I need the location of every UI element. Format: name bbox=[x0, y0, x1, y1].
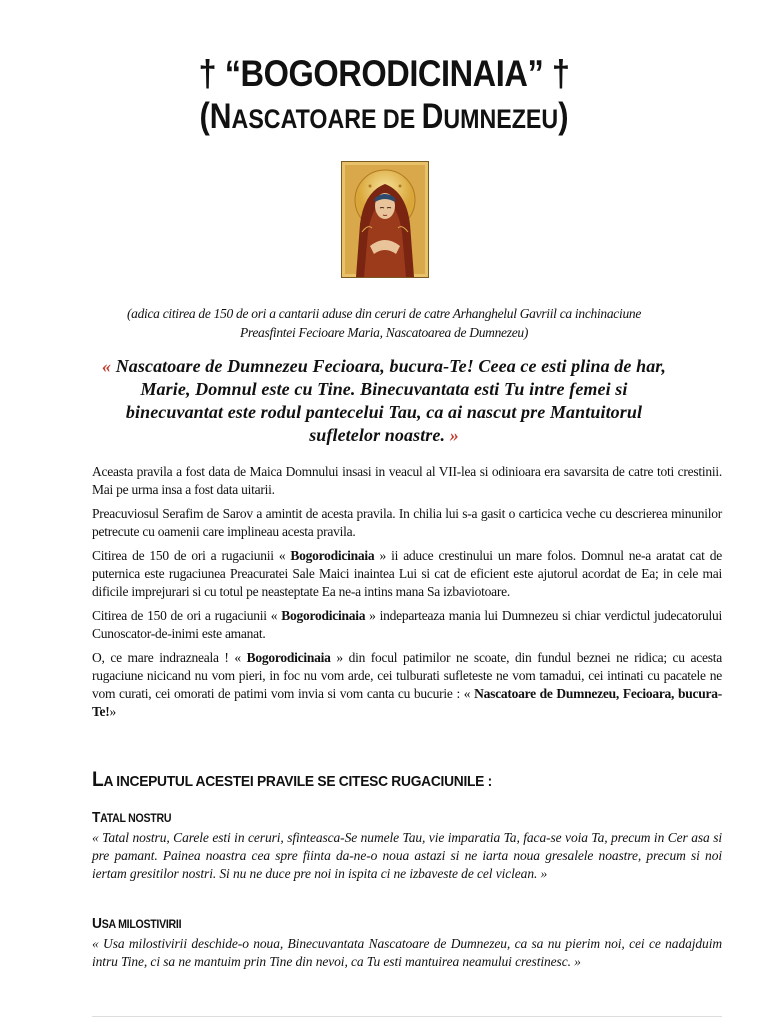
p4-bold: Bogorodicinaia bbox=[281, 608, 366, 623]
body-text bbox=[92, 463, 722, 727]
subtitle-rest-1: ASCATOARE DE bbox=[231, 104, 422, 134]
prayer-text-tatal-nostru: « Tatal nostru, Carele esti in ceruri, sfinteasca-Se numele Tau, vie imparatia Ta, faca-se voia Ta, precum in Cer asa si pre pamant. Painea noastra cea spre fiinta da-ne-o noua astazi si ne iarta noua gresalele noastre, precum si noi iertam gresitilor nostri. Si nu ne duce pre noi in ispita ci ne izbaveste de cel viclean. » bbox=[92, 830, 722, 881]
subtitle-rest-2: UMNEZEU bbox=[443, 104, 559, 134]
p5-part-e: » bbox=[109, 704, 117, 719]
p5-bold-end: Nascatoare de Dumnezeu, Fecioara, bucura-Te! bbox=[92, 686, 722, 719]
prayer-heading-usa-milostivirii bbox=[92, 914, 368, 935]
paragraph-3 bbox=[92, 547, 722, 601]
image-caption: (adica citirea de 150 de ori a cantarii aduse din ceruri de catre Arhanghelul Gavriil ca inchinaciune Preasfintei Fecioare Maria, Nascatoarea de Dumnezeu) bbox=[126, 306, 642, 340]
p4-part-c: » indeparteaza mania lui Dumnezeu si chiar verdictul judecatorului Cunoscator-de-inimi este amanat. bbox=[92, 608, 722, 641]
subtitle-cap-d: D bbox=[421, 97, 444, 136]
section-heading bbox=[92, 766, 681, 796]
p3-part-c: » ii aduce crestinului un mare folos. Domnul ne-a aratat cat de puternica este rugaciunea Preacuratei Sale Maici inaintea Lui si cat de eficient este ajutorul acordat de Ea; in cele mai dificile imprejurari si cu totul pe neasteptate Ea ne-a intins mana Sa izbaviotoare. bbox=[92, 548, 722, 599]
p5-bold: Bogorodicinaia bbox=[246, 650, 331, 665]
p5-part-a: O, ce mare indrazneala ! « bbox=[92, 650, 247, 665]
icon-theotokos bbox=[342, 162, 428, 277]
p4-part-a: Citirea de 150 de ori a rugaciunii « bbox=[92, 608, 282, 623]
p5-part-c: » din focul patimilor ne scoate, din fundul beznei ne ridica; cu acesta rugaciune nicicand nu vom pieri, in foc nu vom arde, cei tulburati sufleteste ne vom tamadui, cei intinati cu pacatele ne vom curati, cei omorati de patimi vom invia si vom canta cu bucurie : « bbox=[92, 650, 722, 701]
paragraph-5 bbox=[92, 649, 722, 721]
subtitle-open-paren: ( bbox=[199, 95, 210, 136]
prayer-close-quote: » bbox=[445, 425, 459, 445]
prayer-text-usa-milostivirii: « Usa milostivirii deschide-o noua, Binecuvantata Nascatoare de Dumnezeu, ca sa nu pierim noi, cei ce nadajduim intru Tine, ci sa ne mantuim prin Tine din nevoi, ca Tu esti mantuirea neamului crestinesc. » bbox=[92, 936, 722, 969]
paragraph-1: Aceasta pravila a fost data de Maica Domnului insasi in veacul al VII-lea si odinioara era savarsita de catre toti crestinii. Mai pe urma insa a fost data uitarii. bbox=[92, 464, 722, 497]
subtitle-close-paren: ) bbox=[558, 95, 569, 136]
prayer-heading-cap: T bbox=[92, 809, 101, 826]
page-bottom-divider bbox=[92, 1016, 722, 1017]
subtitle-cap-n: N bbox=[209, 97, 232, 136]
paragraph-4 bbox=[92, 607, 722, 643]
page-subtitle bbox=[54, 95, 714, 137]
prayer-heading-rest: SA MILOSTIVIRII bbox=[101, 919, 182, 931]
prayer-heading-cap: U bbox=[92, 915, 102, 932]
p3-bold: Bogorodicinaia bbox=[290, 548, 375, 563]
main-prayer bbox=[96, 355, 672, 447]
page-title: † “BOGORODICINAIA” † bbox=[198, 53, 570, 94]
prayer-text: Nascatoare de Dumnezeu Fecioara, bucura-Te! Ceea ce esti plina de har, Marie, Domnul este cu Tine. Binecuvantata esti Tu intre femei si binecuvantat este rodul pantecelui Tau, ca ai nascut pre Mantuitorul sufletelor noastre. bbox=[115, 356, 667, 445]
prayer-heading-tatal-nostru bbox=[92, 808, 368, 829]
prayer-open-quote: « bbox=[101, 356, 116, 376]
theotokos-icon-image bbox=[341, 161, 429, 278]
section-heading-rest: A INCEPUTUL ACESTEI PRAVILE SE CITESC RUGACIUNILE : bbox=[103, 773, 492, 790]
prayer-heading-rest: ATAL NOSTRU bbox=[100, 813, 172, 825]
section-heading-cap: L bbox=[92, 768, 104, 791]
p3-part-a: Citirea de 150 de ori a rugaciunii « bbox=[92, 548, 291, 563]
paragraph-2: Preacuviosul Serafim de Sarov a amintit de acesta pravila. In chilia lui s-a gasit o carticica veche cu descrierea minunilor petrecute cu oamenii care implineau acesta pravila. bbox=[92, 506, 722, 539]
